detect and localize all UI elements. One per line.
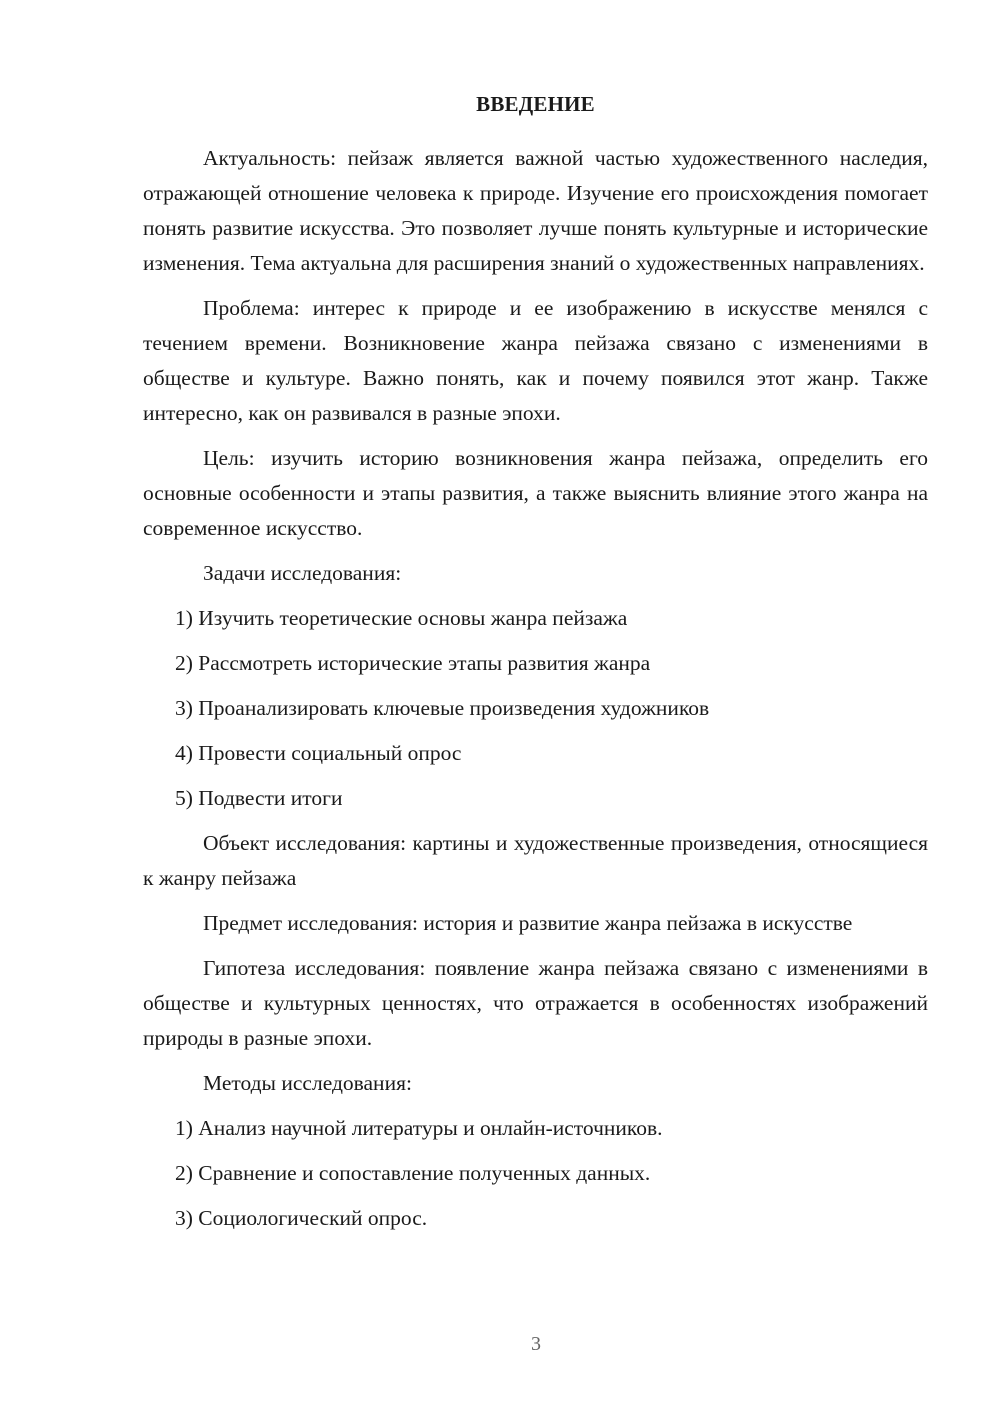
hypothesis-paragraph: Гипотеза исследования: появление жанра пейзажа связано с изменениями в обществе и культурных ценностях, что отражается в особенностях изображений природы в разные эпохи. — [143, 956, 928, 1050]
list-item: 3) Проанализировать ключевые произведения художников — [175, 696, 710, 720]
document-page — [143, 92, 928, 1246]
list-item: 2) Сравнение и сопоставление полученных данных. — [175, 1161, 651, 1185]
object-paragraph: Объект исследования: картины и художественные произведения, относящиеся к жанру пейзажа — [143, 831, 928, 890]
methods-heading: Методы исследования: — [203, 1071, 412, 1095]
page-title: ВВЕДЕНИЕ — [476, 92, 595, 116]
tasks-list — [143, 601, 928, 816]
subject-paragraph: Предмет исследования: история и развитие жанра пейзажа в искусстве — [203, 911, 853, 935]
goal-paragraph: Цель: изучить историю возникновения жанра пейзажа, определить его основные особенности и этапы развития, а также выяснить влияние этого жанра на современное искусство. — [143, 446, 928, 540]
relevance-paragraph: Актуальность: пейзаж является важной частью художественного наследия, отражающей отношение человека к природе. Изучение его происхождения помогает понять развитие искусства. Это позволяет лучше понять культурные и исторические изменения. Тема актуальна для расширения знаний о художественных направлениях. — [143, 146, 928, 275]
list-item: 1) Изучить теоретические основы жанра пейзажа — [175, 606, 628, 630]
list-item: 1) Анализ научной литературы и онлайн-источников. — [175, 1116, 663, 1140]
problem-paragraph: Проблема: интерес к природе и ее изображению в искусстве менялся с течением времени. Возникновение жанра пейзажа связано с изменениями в обществе и культуре. Важно понять, как и почему появился этот жанр. Также интересно, как он развивался в разные эпохи. — [143, 296, 928, 425]
list-item: 3) Социологический опрос. — [175, 1206, 428, 1230]
list-item: 2) Рассмотреть исторические этапы развития жанра — [175, 651, 651, 675]
methods-list — [143, 1111, 928, 1236]
list-item: 5) Подвести итоги — [175, 786, 343, 810]
tasks-heading: Задачи исследования: — [203, 561, 402, 585]
page-number: 3 — [531, 1333, 541, 1355]
list-item: 4) Провести социальный опрос — [175, 741, 462, 765]
